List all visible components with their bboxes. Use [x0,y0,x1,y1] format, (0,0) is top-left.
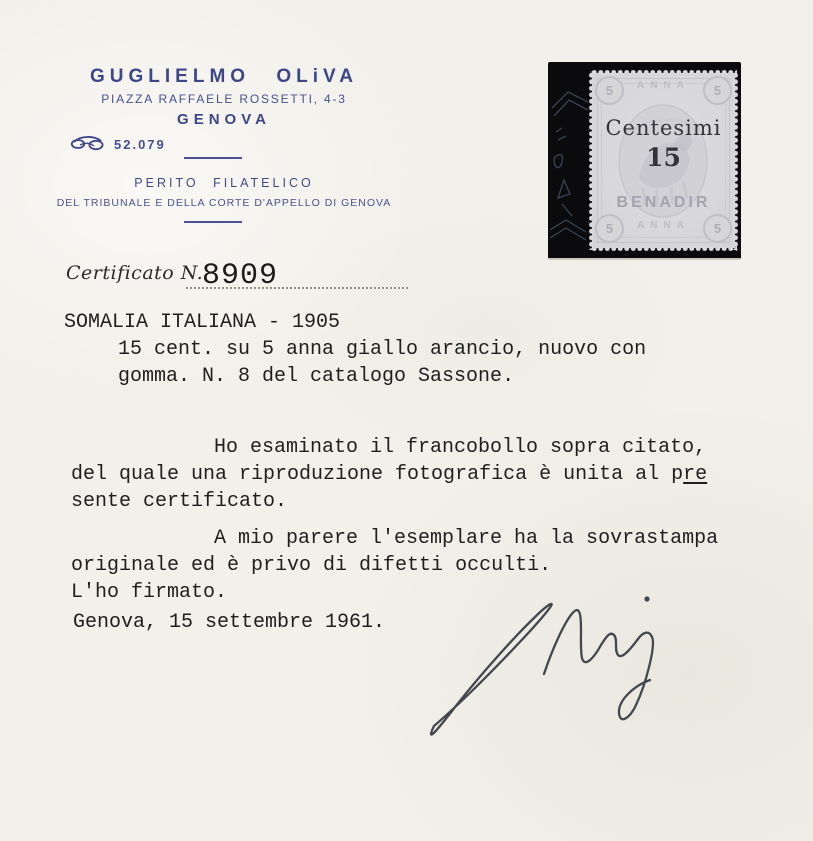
body-paragraph1-line-2-text: del quale una riproduzione fotografica è unita al p [71,463,684,486]
body-paragraph1-line-2 [71,463,707,486]
phone-row [70,133,166,156]
letterhead-city: GENOVA [177,111,271,128]
phone-number: 52.079 [114,137,166,152]
stamp-overprint-centesimi: Centesimi [605,116,722,140]
photo-background-marks [548,62,592,258]
stamp-overprint-value: 15 [646,143,681,172]
stamp-perforation-top [590,68,737,75]
body-paragraph2-line-3: L'ho firmato. [71,581,228,604]
stamp-top-label: ANNA [637,80,690,91]
certificate-number-label: Certificato N. [66,262,204,284]
body-paragraph1-line-3: sente certificato. [71,490,288,513]
stamp-corner-value-bottom-right: 5 [703,214,732,243]
letterhead-address: PIAZZA RAFFAELE ROSSETTI, 4-3 [101,92,347,106]
stamp-photograph [548,62,741,260]
body-paragraph2-line-1: A mio parere l'esemplare ha la sovrastampa [214,527,719,550]
stamp-corner-value-top-right: 5 [703,76,732,105]
stamp [592,73,735,248]
body-paragraph1-line-1: Ho esaminato il francobollo sopra citato, [214,436,707,459]
stamp-corner-value-bottom-left: 5 [595,214,624,243]
body-description-line-1: 15 cent. su 5 anna giallo arancio, nuovo con [118,338,647,361]
stamp-bottom-label: ANNA [637,220,690,231]
letterhead-divider-bottom [184,221,242,223]
signature-scribble [424,586,704,756]
body-paragraph2-line-2: originale ed è privo di difetti occulti. [71,554,552,577]
certificate-number-value: 8909 [202,259,279,293]
stamp-corner-value-top-left: 5 [595,76,624,105]
body-description-line-2: gomma. N. 8 del catalogo Sassone. [118,365,515,388]
stamp-perforation-bottom [590,246,737,253]
date-line: Genova, 15 settembre 1961. [73,611,386,634]
telephone-icon [70,133,104,156]
body-heading: SOMALIA ITALIANA - 1905 [64,311,341,334]
body-paragraph1-line-2-underlined: re [683,463,708,486]
stamp-benadir-label: BENADIR [616,194,711,211]
letterhead-court-line: DEL TRIBUNALE E DELLA CORTE D'APPELLO DI GENOVA [56,197,392,209]
letterhead-profession: PERITO FILATELICO [134,176,314,190]
letterhead-name: GUGLIELMO OLiVA [90,66,358,87]
letterhead-divider-top [184,157,242,159]
